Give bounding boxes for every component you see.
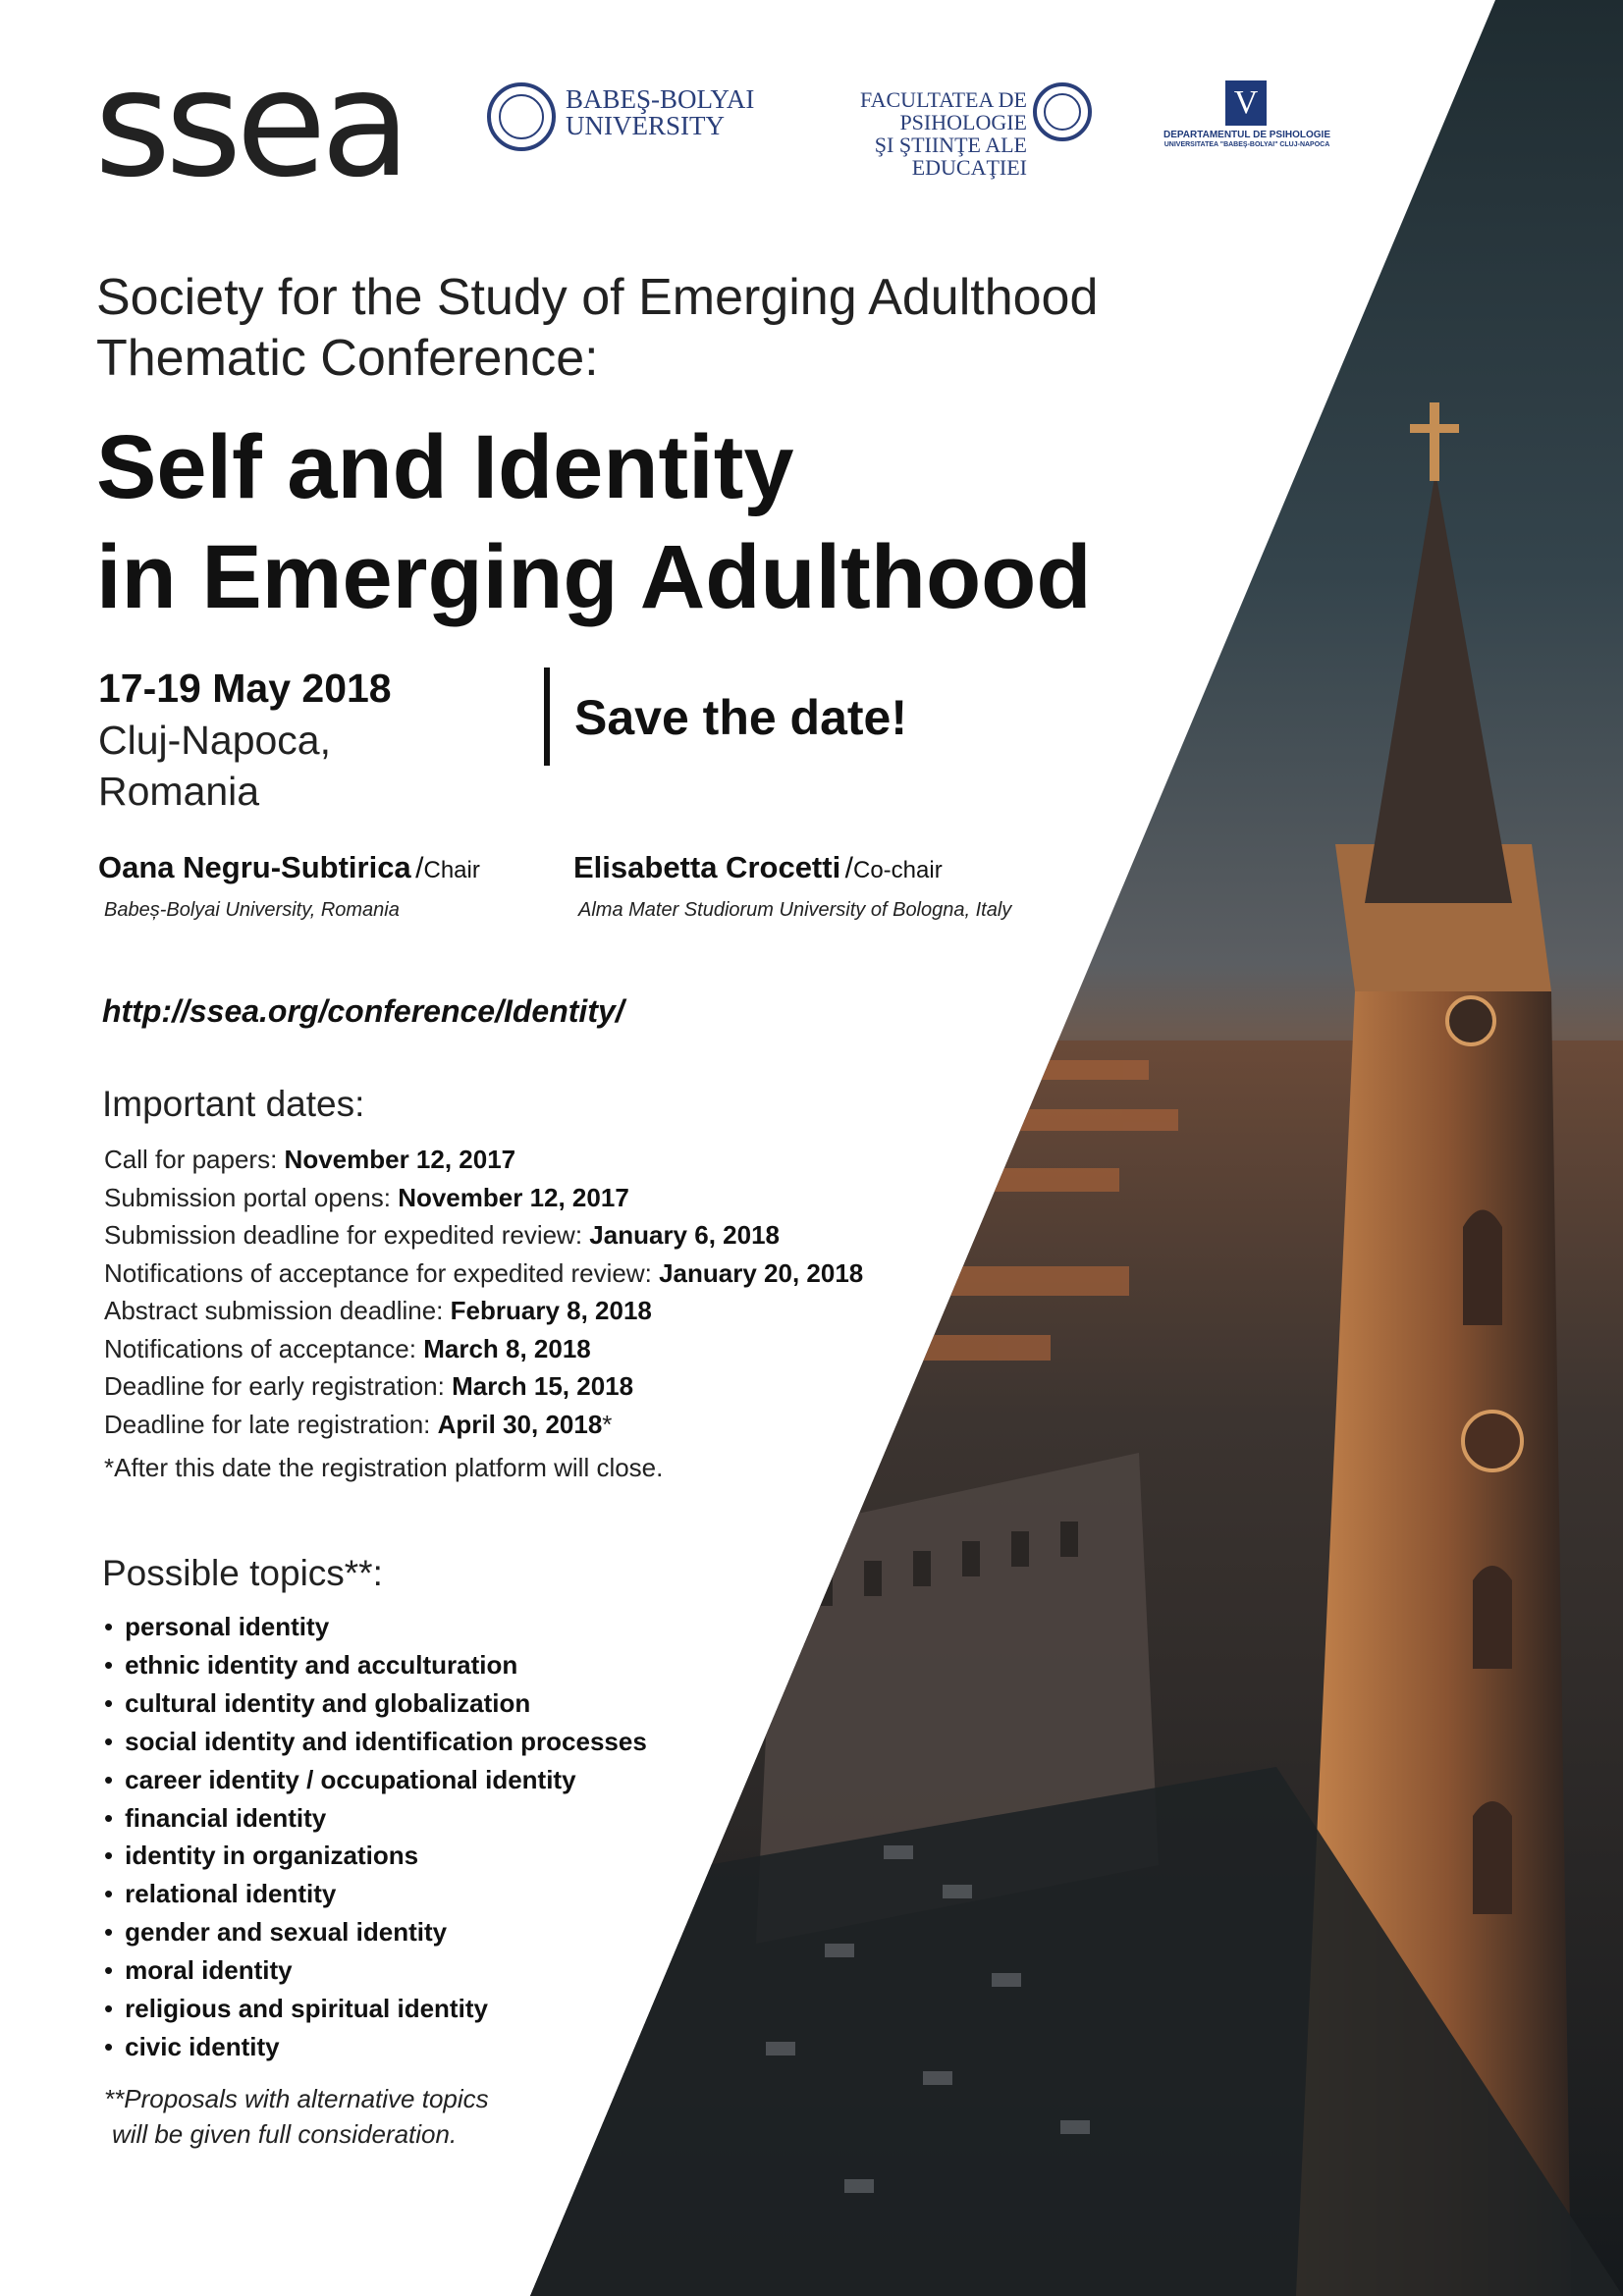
registration-footnote: *After this date the registration platform will close.	[104, 1453, 664, 1482]
list-item: • cultural identity and globalization	[104, 1684, 647, 1723]
save-the-date: Save the date!	[574, 690, 908, 745]
event-location: Cluj-Napoca, Romania	[98, 718, 331, 814]
chair-affiliation: Babeș-Bolyai University, Romania	[104, 899, 400, 921]
university-seal-icon	[487, 82, 556, 151]
date-item: Submission portal opens: November 12, 2017	[104, 1182, 629, 1212]
list-item: • ethnic identity and acculturation	[104, 1646, 647, 1684]
university-logo: BABEŞ-BOLYAI UNIVERSITY	[566, 84, 755, 140]
co-chair-name: Elisabetta Crocetti	[573, 850, 841, 884]
conference-url[interactable]: http://ssea.org/conference/Identity/	[102, 993, 624, 1029]
list-item: • personal identity	[104, 1608, 647, 1646]
important-dates-list	[104, 1141, 863, 1443]
date-item: Notifications of acceptance for expedited review: January 20, 2018	[104, 1257, 864, 1288]
department-logo: DEPARTAMENTUL DE PSIHOLOGIE UNIVERSITATEA "BABEŞ-BOLYAI" CLUJ-NAPOCA	[1163, 130, 1330, 148]
important-dates-heading: Important dates:	[102, 1084, 365, 1124]
list-item: • relational identity	[104, 1875, 647, 1913]
list-item: • career identity / occupational identity	[104, 1761, 647, 1799]
co-chair-role: Co-chair	[853, 857, 943, 883]
list-item: • financial identity	[104, 1799, 647, 1838]
date-item: Abstract submission deadline: February 8, 2018	[104, 1296, 652, 1325]
society-heading: Society for the Study of Emerging Adulthood Thematic Conference:	[96, 269, 1099, 387]
list-item: • gender and sexual identity	[104, 1913, 647, 1951]
divider	[544, 667, 550, 766]
date-item: Call for papers: November 12, 2017	[104, 1145, 516, 1174]
list-item: • social identity and identification processes	[104, 1723, 647, 1761]
chair: Oana Negru-Subtirica /Chair	[98, 850, 480, 884]
date-item: Deadline for early registration: March 15, 2018	[104, 1371, 634, 1401]
co-chair-affiliation: Alma Mater Studiorum University of Bologna, Italy	[578, 899, 1012, 921]
list-item: • civic identity	[104, 2028, 647, 2066]
date-item: Submission deadline for expedited review: January 6, 2018	[104, 1220, 780, 1250]
event-date: 17-19 May 2018	[98, 666, 392, 711]
faculty-seal-icon	[1033, 82, 1092, 141]
topics-list	[104, 1608, 647, 2066]
proposals-note: **Proposals with alternative topics will be given full consideration.	[104, 2084, 489, 2149]
co-chair: Elisabetta Crocetti /Co-chair	[573, 850, 943, 884]
conference-title: Self and Identity in Emerging Adulthood	[96, 417, 1092, 627]
ssea-logo: ssea	[94, 39, 406, 210]
chair-role: Chair	[423, 857, 480, 883]
list-item: • identity in organizations	[104, 1837, 647, 1875]
date-item: Notifications of acceptance: March 8, 2018	[104, 1333, 591, 1363]
topics-heading: Possible topics**:	[102, 1553, 383, 1593]
list-item: • religious and spiritual identity	[104, 1990, 647, 2028]
date-item: Deadline for late registration: April 30, 2018*	[104, 1409, 613, 1439]
department-logo-icon: V	[1225, 80, 1267, 126]
faculty-logo: FACULTATEA DE PSIHOLOGIE ŞI ŞTIINŢE ALE EDUCAŢIEI	[860, 87, 1027, 181]
list-item: • moral identity	[104, 1951, 647, 1990]
chair-name: Oana Negru-Subtirica	[98, 850, 411, 884]
